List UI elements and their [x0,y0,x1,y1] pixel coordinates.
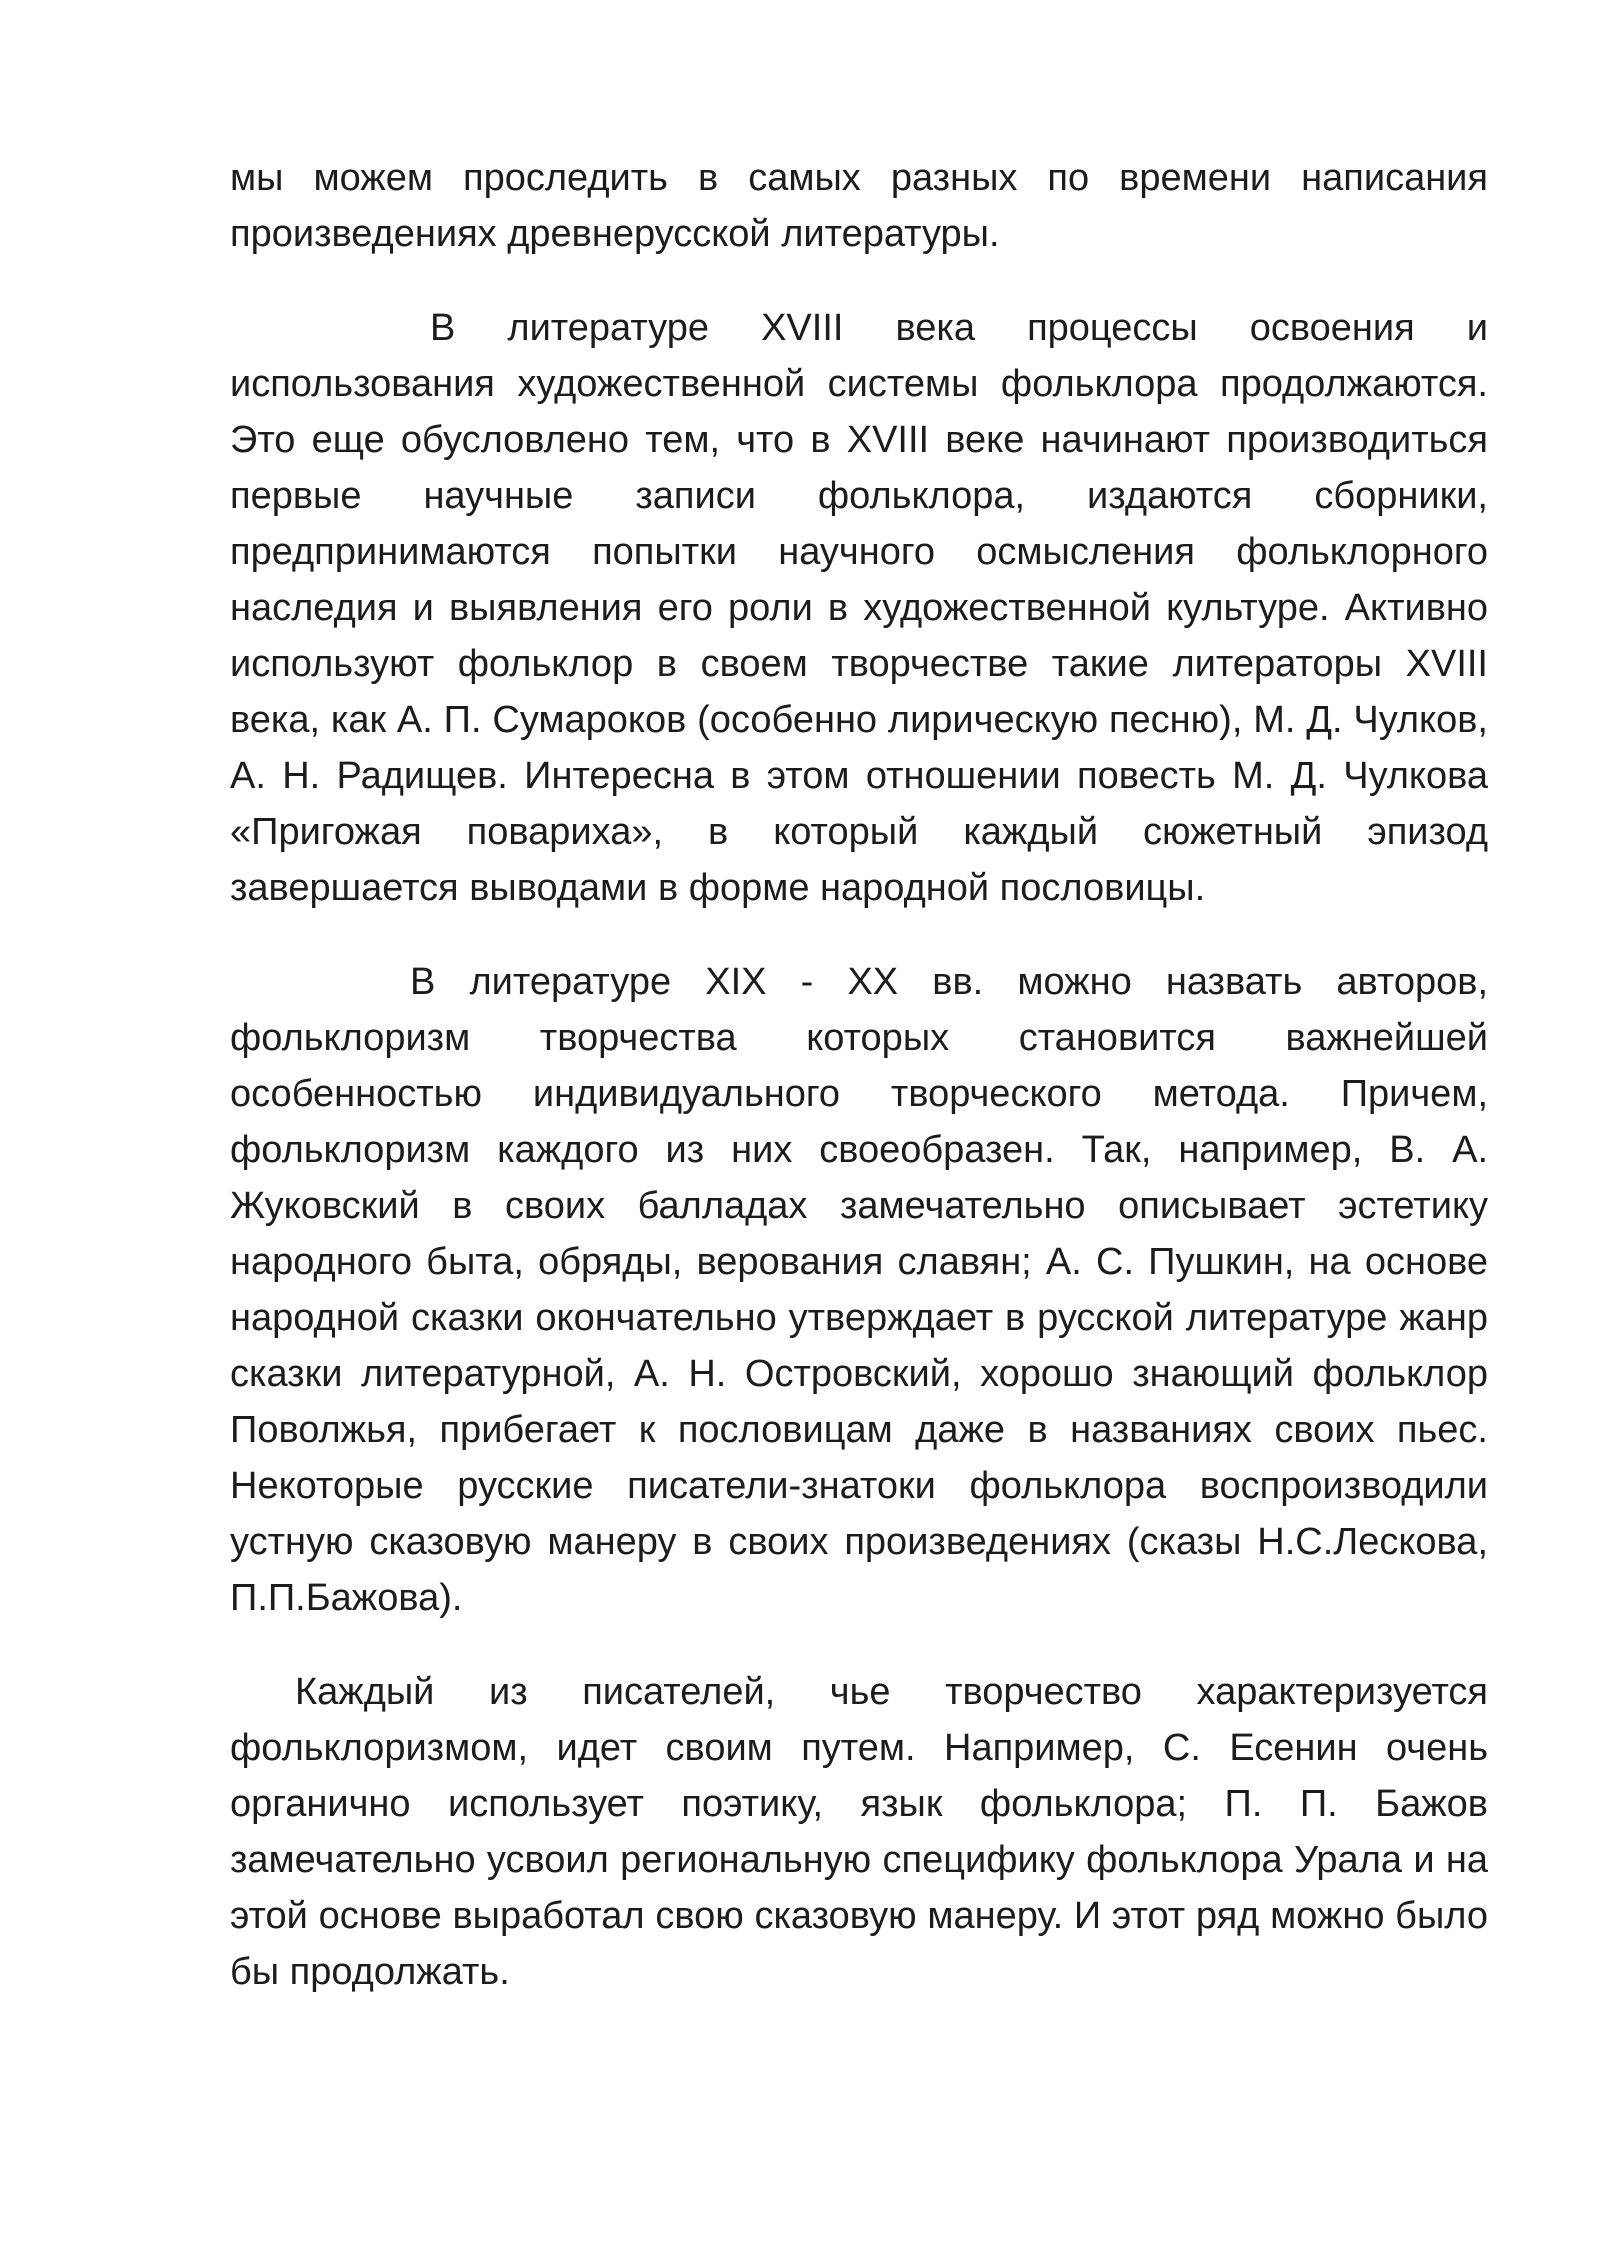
paragraph-3: В литературе XIX - XX вв. можно назвать авторов, фольклоризм творчества которых становится важнейшей особенностью индивидуального творческого метода. Причем, фольклоризм каждого из них своеобразен. Так, например, В. А. Жуковский в своих балладах замечательно описывает эстетику народного быта, обряды, верования славян; А. С. Пушкин, на основе народной сказки окончательно утверждает в русской литературе жанр сказки литературной, А. Н. Островский, хорошо знающий фольклор Поволжья, прибегает к пословицам даже в названиях своих пьес. Некоторые русские писатели-знатоки фольклора воспроизводили устную сказовую манеру в своих произведениях (сказы Н.С.Лескова, П.П.Бажова). [230,961,1488,1619]
paragraph-1: мы можем проследить в самых разных по времени написания произведениях древнерусской литературы. [230,157,1488,255]
paragraph-2: В литературе XVIII века процессы освоения и использования художественной системы фольклора продолжаются. Это еще обусловлено тем, что в XVIII веке начинают производиться первые научные записи фольклора, издаются сборники, предпринимаются попытки научного осмысления фольклорного наследия и выявления его роли в художественной культуре. Активно используют фольклор в своем творчестве такие литераторы XVIII века, как А. П. Сумароков (особенно лирическую песню), М. Д. Чулков, А. Н. Радищев. Интересна в этом отношении повесть М. Д. Чулкова «Пригожая повариха», в который каждый сюжетный эпизод завершается выводами в форме народной пословицы. [230,307,1488,909]
paragraph-4: Каждый из писателей, чье творчество характеризуется фольклоризмом, идет своим путем. Например, С. Есенин очень органично использует поэтику, язык фольклора; П. П. Бажов замечательно усвоил региональную специфику фольклора Урала и на этой основе выработал свою сказовую манеру. И этот ряд можно было бы продолжать. [230,1671,1488,1993]
document-body [230,150,1488,2000]
